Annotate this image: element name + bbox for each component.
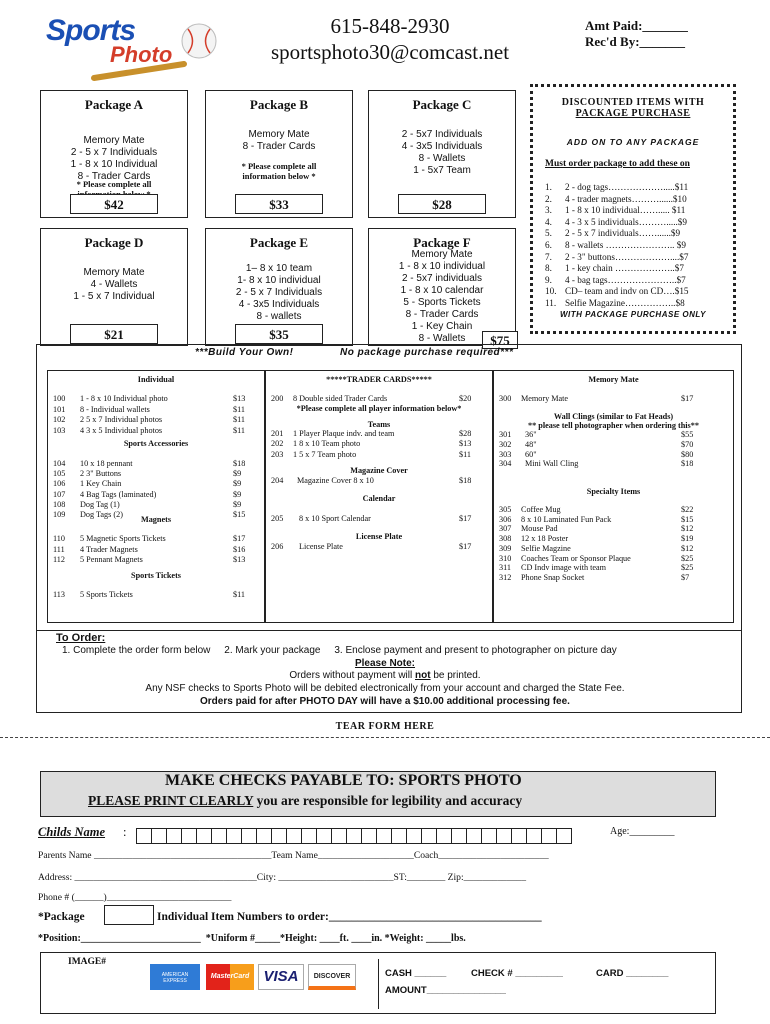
image-number-label: IMAGE# (68, 957, 106, 967)
amount-field[interactable]: AMOUNT_______________ (385, 985, 506, 996)
item-code: 106 (53, 479, 66, 489)
item-price: $9 (233, 479, 242, 489)
payment-box (378, 959, 708, 1009)
item-code: 204 (271, 476, 284, 485)
item-price: $28 (459, 429, 472, 438)
discount-item-number: 3. (545, 205, 552, 216)
name-letter-cell[interactable] (241, 828, 257, 844)
late-fee-note: Orders paid for after PHOTO DAY will have a $10.00 additional processing fee. (200, 696, 570, 707)
discount-footer: WITH PACKAGE PURCHASE ONLY (559, 310, 707, 319)
name-letter-cell[interactable] (436, 828, 452, 844)
item-code: 110 (53, 534, 65, 543)
item-price: $18 (233, 459, 246, 468)
item-code: 302 (499, 439, 512, 449)
item-price: $70 (681, 439, 694, 449)
package-contents: 1– 8 x 10 team 1- 8 x 10 individual 2 - 5 x 7 Individuals 4 - 3x5 Individuals 8 - wallets (235, 263, 323, 322)
item-price: $17 (459, 514, 472, 523)
item-description: Phone Snap Socket (521, 572, 585, 582)
item-code: 303 (499, 449, 512, 459)
column-memory (493, 370, 734, 623)
name-letter-cell[interactable] (526, 828, 542, 844)
item-price: $12 (681, 543, 694, 553)
item-price: $80 (681, 449, 694, 459)
name-letter-cell[interactable] (346, 828, 362, 844)
item-price: $13 (459, 439, 472, 449)
item-code: 308 (499, 534, 512, 544)
item-code: 300 (499, 394, 512, 403)
discount-item: 4 - trader magnets………......$10 (565, 193, 687, 204)
item-description: License Plate (299, 542, 343, 551)
item-price: $9 (233, 489, 242, 499)
discount-item: CD– team and indv on CD….$15 (565, 286, 689, 297)
addon-title: ADD ON TO ANY PACKAGE (566, 137, 700, 147)
item-description: 10 x 18 pennant (80, 459, 133, 468)
name-letter-cell[interactable] (361, 828, 377, 844)
item-code: 311 (499, 563, 511, 573)
item-price: $11 (459, 449, 471, 459)
item-description: 5 Sports Tickets (80, 590, 133, 599)
item-code: 101 (53, 404, 66, 414)
item-description: Mouse Pad (521, 524, 558, 534)
item-description: 4 Trader Magnets (80, 544, 138, 554)
discount-item-number: 6. (545, 240, 552, 250)
item-price: $9 (233, 469, 242, 479)
package-name: Package F (413, 235, 471, 250)
discount-item-number: 2. (545, 193, 552, 204)
amex-logo: AMERICAN EXPRESS (150, 964, 200, 990)
build-title2: No package purchase required*** (340, 347, 514, 358)
item-code: 200 (271, 394, 284, 403)
item-description: 12 x 18 Poster (521, 534, 569, 544)
item-code: 309 (499, 543, 512, 553)
section-header: Individual (137, 375, 175, 384)
item-description: 1 8 x 10 Team photo (293, 439, 361, 449)
name-letter-cell[interactable] (136, 828, 152, 844)
discount-title: DISCOUNTED ITEMS WITH (561, 97, 705, 108)
item-code: 203 (271, 449, 284, 459)
package-price: $35 (235, 324, 323, 344)
item-price: $17 (681, 394, 694, 403)
discount-item-number: 1. (545, 182, 552, 192)
discount-item: 4 - 3 x 5 individuals……….....$9 (565, 216, 687, 227)
item-code: 104 (53, 459, 66, 468)
item-code: 102 (53, 415, 66, 424)
item-price: $15 (681, 514, 694, 524)
section-header: Magazine Cover (350, 466, 408, 475)
card-field[interactable]: CARD ________ (596, 968, 669, 979)
print-clearly-line (88, 793, 522, 809)
item-description: 1 - 8 x 10 Individual photo (80, 394, 168, 403)
item-description: 8 x 10 Sport Calendar (299, 514, 371, 523)
item-code: 111 (53, 544, 65, 554)
item-code: 312 (499, 572, 512, 582)
discount-item: 1 - key chain ………………..$7 (565, 263, 684, 274)
no-payment-note (0, 670, 770, 681)
package-label: *Package (38, 911, 85, 923)
item-price: $13 (233, 394, 246, 403)
name-letter-cell[interactable] (466, 828, 482, 844)
item-description: Coaches Team or Sponsor Plaque (521, 553, 631, 563)
item-price: $18 (681, 459, 694, 469)
item-code: 107 (53, 489, 66, 499)
logo-top-text: Sports (46, 14, 136, 47)
item-description: Coffee Mug (521, 505, 561, 514)
item-price: $19 (681, 534, 694, 544)
package-name: Package E (249, 235, 309, 250)
name-letter-cell[interactable] (301, 828, 317, 844)
item-price: $9 (233, 499, 242, 509)
tear-line (0, 737, 770, 738)
mastercard-logo: MasterCard (206, 964, 254, 990)
discount-item-number: 4. (545, 216, 552, 227)
item-price: $25 (681, 553, 694, 563)
name-letter-cell[interactable] (226, 828, 242, 844)
must-order-note: Must order package to add these on (545, 159, 690, 169)
baseball-icon (180, 22, 218, 60)
package-contents: 2 - 5x7 Individuals 4 - 3x5 Individuals 8 - Wallets 1 - 5x7 Team (401, 129, 483, 176)
childs-name-label: Childs Name (38, 825, 106, 839)
package-note: * Please complete all (76, 179, 152, 189)
item-description: 4 3 x 5 Individual photos (80, 425, 163, 435)
item-price: $16 (233, 544, 246, 554)
item-description: 2 3" Buttons (80, 469, 122, 479)
section-header: Specialty Items (586, 487, 641, 496)
package-name: Package D (84, 235, 144, 250)
item-code: 306 (499, 514, 512, 524)
discount-item-number: 9. (545, 274, 552, 285)
item-numbers-field[interactable]: Individual Item Numbers to order:_____________________________________ (157, 911, 542, 923)
tear-form-label: TEAR FORM HERE (335, 721, 435, 732)
package-contents: Memory Mate 1 - 8 x 10 individual 2 - 5x7 individuals 1 - 8 x 10 calendar 5 - Sports Tickets 8 - Trader Cards 1 - Key Chain 8 - Wallets (398, 249, 486, 344)
name-letter-cell[interactable] (271, 828, 287, 844)
legibility-note: you are responsible for legibility and accuracy (253, 793, 523, 808)
note-part-b: not (415, 670, 431, 681)
item-price: $15 (233, 510, 246, 519)
name-letter-cell[interactable] (196, 828, 212, 844)
checks-payable-text: MAKE CHECKS PAYABLE TO: SPORTS PHOTO (165, 772, 522, 789)
item-description: 8 x 10 Laminated Fun Pack (521, 514, 612, 524)
package-input-box[interactable] (104, 905, 154, 925)
item-code: 304 (499, 459, 512, 469)
discover-logo: DISCOVER (308, 964, 356, 990)
item-price: $11 (233, 415, 245, 424)
item-price: $20 (459, 394, 472, 403)
item-code: 108 (53, 499, 66, 509)
section-header: License Plate (355, 532, 403, 541)
name-letter-cell[interactable] (541, 828, 557, 844)
item-description: 48" (525, 439, 537, 449)
age-field[interactable]: Age:_________ (610, 826, 675, 837)
visa-logo: VISA (258, 964, 304, 990)
package-contents: Memory Mate 2 - 5 x 7 Individuals 1 - 8 x 10 Individual 8 - Trader Cards (70, 135, 158, 182)
item-code: 103 (53, 425, 66, 435)
package-contents: Memory Mate 4 - Wallets 1 - 5 x 7 Individual (73, 267, 155, 302)
package-price: $33 (235, 194, 323, 214)
item-code: 310 (499, 553, 512, 563)
item-code: 109 (53, 510, 66, 519)
name-letter-cell[interactable] (496, 828, 512, 844)
item-code: 206 (271, 542, 284, 551)
please-note-title: Please Note: (354, 658, 416, 669)
discount-item-number: 5. (545, 228, 552, 239)
section-header: Wall Clings (similar to Fat Heads) (553, 412, 674, 421)
item-code: 100 (53, 394, 66, 403)
package-contents: Memory Mate 8 - Trader Cards (242, 129, 316, 152)
name-letter-cell[interactable] (166, 828, 182, 844)
recd-by: Rec'd By:_______ (585, 34, 686, 49)
section-header: *Please complete all player information below* (296, 404, 462, 413)
package-f[interactable] (368, 228, 516, 346)
build-title: ***Build Your Own! (195, 347, 294, 358)
package-note: * Please complete all information below * (241, 161, 317, 181)
package-name: Package B (249, 97, 309, 112)
print-clearly: PLEASE PRINT CLEARLY (88, 793, 254, 808)
item-price: $11 (233, 404, 245, 414)
item-code: 205 (271, 514, 284, 523)
item-price: $13 (233, 555, 246, 564)
item-description: CD Indv image with team (521, 563, 607, 573)
section-header: *****TRADER CARDS***** (326, 375, 432, 384)
discount-item-number: 7. (545, 251, 552, 262)
item-code: 307 (499, 524, 512, 534)
discount-item: Selfie Magazine……………..$8 (565, 298, 685, 308)
name-letter-cell[interactable] (286, 828, 302, 844)
parents-name-row[interactable]: Parents Name _____________________________________Team Name____________________Coach_______________________ (38, 850, 549, 861)
childs-name-input[interactable] (136, 828, 571, 844)
discount-item-number: 11. (545, 298, 557, 308)
discount-box (530, 84, 736, 334)
name-letter-cell[interactable] (556, 828, 572, 844)
item-description: Memory Mate (521, 394, 569, 403)
email: sportsphoto30@comcast.net (270, 40, 510, 64)
name-letter-cell[interactable] (451, 828, 467, 844)
item-description: 5 Magnetic Sports Tickets (80, 534, 166, 543)
item-code: 112 (53, 555, 65, 564)
section-header: Teams (367, 420, 391, 429)
logo (40, 14, 220, 84)
item-price: $18 (459, 476, 472, 485)
name-letter-cell[interactable] (391, 828, 407, 844)
section-header: Sports Accessories (123, 439, 189, 448)
item-description: Mini Wall Cling (525, 459, 579, 469)
item-price: $17 (459, 542, 472, 551)
discount-item: 8 - wallets ………………….. $9 (565, 240, 686, 250)
discount-item-number: 10. (545, 286, 557, 297)
package-price: $42 (70, 194, 158, 214)
discount-title2: PACKAGE PURCHASE (575, 108, 691, 119)
section-header: Memory Mate (588, 375, 639, 384)
item-code: 113 (53, 590, 65, 599)
item-description: 2 5 x 7 Individual photos (80, 415, 163, 424)
package-name: Package A (84, 97, 144, 112)
item-code: 201 (271, 429, 284, 438)
position-row[interactable]: *Position:________________________ *Uniform #_____*Height: ____ft. ____in. *Weight: _____lbs. (38, 933, 466, 944)
item-description: 36" (525, 430, 537, 439)
name-letter-cell[interactable] (511, 828, 527, 844)
item-description: Magazine Cover 8 x 10 (297, 476, 374, 485)
note-part-a: Orders without payment will (289, 670, 415, 681)
name-letter-cell[interactable] (211, 828, 227, 844)
item-price: $11 (233, 590, 245, 599)
item-code: 202 (271, 439, 284, 449)
item-price: $55 (681, 430, 694, 439)
item-price: $22 (681, 505, 694, 514)
discount-item: 2 - 3" buttons………………....$7 (565, 251, 689, 262)
card-logos (150, 964, 360, 994)
item-price: $7 (681, 572, 690, 582)
phone-row[interactable]: Phone # (______)__________________________ (38, 892, 232, 903)
item-description: Selfie Magzine (521, 543, 571, 553)
note-part-c: be printed. (430, 670, 481, 681)
item-description: 8 - Individual wallets (80, 404, 150, 414)
name-letter-cell[interactable] (481, 828, 497, 844)
name-letter-cell[interactable] (406, 828, 422, 844)
order-steps: 1. Complete the order form below 2. Mark your package 3. Enclose payment and present to photographer on picture day (62, 645, 617, 656)
item-code: 105 (53, 469, 66, 479)
package-price: $21 (70, 324, 158, 344)
phone-number: 615-848-2930 (330, 14, 450, 38)
item-price: $25 (681, 563, 694, 573)
item-description: 1 Player Plaque indv. and team (293, 429, 395, 438)
item-price: $11 (233, 425, 245, 435)
logo-bottom-text: Photo (110, 42, 173, 67)
package-price: $75 (482, 331, 518, 349)
item-description: 4 Bag Tags (laminated) (80, 489, 157, 499)
name-letter-cell[interactable] (181, 828, 197, 844)
name-letter-cell[interactable] (331, 828, 347, 844)
section-header: Sports Tickets (131, 571, 181, 580)
to-order-title: To Order: (56, 632, 106, 644)
discount-item: 2 - dog tags……………….....$11 (565, 182, 689, 192)
name-letter-cell[interactable] (151, 828, 167, 844)
check-field[interactable]: CHECK # _________ (471, 968, 563, 979)
section-header: ** please tell photographer when ordering this** (528, 421, 699, 430)
address-row[interactable]: Address: ______________________________________City: ________________________ST:________ Zip:_____________ (38, 872, 527, 883)
discount-item: 1 - 8 x 10 individual……..... $11 (565, 205, 686, 216)
item-description: Dog Tag (1) (80, 499, 120, 509)
item-price: $12 (681, 524, 694, 534)
childs-name-suffix: : (123, 825, 127, 839)
section-header: Magnets (140, 515, 171, 524)
name-letter-cell[interactable] (421, 828, 437, 844)
package-price: $28 (398, 194, 486, 214)
item-code: 305 (499, 505, 512, 514)
discount-item-number: 8. (545, 263, 552, 274)
amt-paid: Amt Paid:_______ (585, 18, 688, 33)
nsf-note: Any NSF checks to Sports Photo will be debited electronically from your account and charged the State Fee. (145, 683, 625, 694)
item-description: 1 Key Chain (80, 479, 122, 489)
item-description: 1 5 x 7 Team photo (293, 449, 357, 459)
discount-item: 2 - 5 x 7 individuals……......$9 (565, 228, 681, 239)
bat-icon (90, 58, 190, 84)
item-description: 8 Double sided Trader Cards (293, 394, 388, 403)
name-letter-cell[interactable] (256, 828, 272, 844)
item-description: 5 Pennant Magnets (80, 555, 143, 564)
cash-field[interactable]: CASH ______ (385, 968, 447, 979)
item-description: Dog Tags (2) (80, 510, 123, 519)
package-name: Package C (412, 97, 472, 112)
discount-item: 4 - bag tags…………………..$7 (565, 274, 686, 285)
item-code: 301 (499, 430, 512, 439)
name-letter-cell[interactable] (316, 828, 332, 844)
name-letter-cell[interactable] (376, 828, 392, 844)
item-description: 60" (525, 449, 537, 459)
section-header: Calendar (362, 494, 396, 503)
item-price: $17 (233, 534, 246, 543)
